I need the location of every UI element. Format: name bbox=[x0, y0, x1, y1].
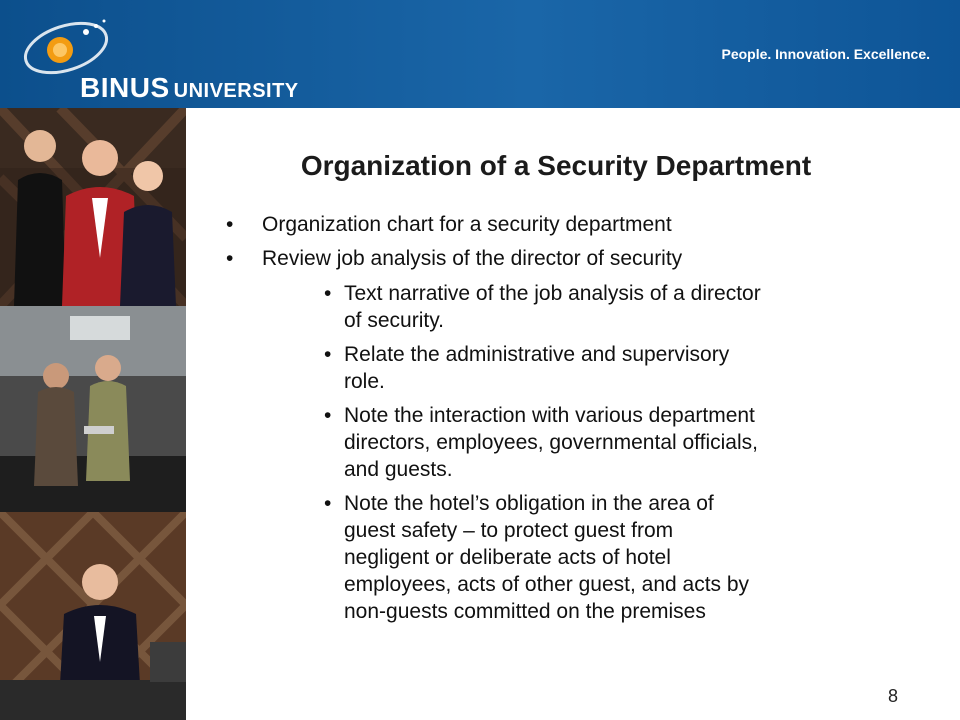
sub-bullet-glyph: • bbox=[324, 404, 332, 427]
bullet-glyph: • bbox=[226, 213, 234, 236]
sub-bullet-text: Relate the administrative and supervisory role. bbox=[344, 343, 730, 393]
sub-bullet-glyph: • bbox=[324, 492, 332, 515]
bullet-item bbox=[220, 246, 900, 272]
sub-bullet-glyph: • bbox=[324, 282, 332, 305]
photo-column bbox=[0, 108, 186, 720]
sub-bullet-text: Note the hotel’s obligation in the area of guest safety – to protect guest from negligent or deliberate acts of hotel employees, acts of other guest, and acts by non-guests committed on the premises bbox=[344, 492, 750, 623]
logo-text: BINUS bbox=[80, 72, 170, 103]
sub-bullet-group bbox=[220, 280, 900, 625]
header-band bbox=[0, 0, 960, 108]
sub-bullet-text: Text narrative of the job analysis of a director of security. bbox=[344, 282, 761, 332]
sub-bullet-text: Note the interaction with various department directors, employees, governmental officials, and guests. bbox=[344, 404, 758, 481]
bullet-text: Review job analysis of the director of security bbox=[262, 247, 683, 270]
page-number: 8 bbox=[888, 686, 899, 706]
logo-subtext: UNIVERSITY bbox=[173, 80, 299, 102]
sub-bullet-list bbox=[220, 280, 900, 625]
bullet-glyph: • bbox=[226, 247, 234, 270]
photo-front-desk bbox=[0, 512, 186, 720]
sub-bullet-item bbox=[220, 402, 764, 483]
sub-bullet-item bbox=[220, 490, 764, 625]
binus-logo bbox=[14, 10, 344, 103]
photo-staff-group bbox=[0, 108, 186, 306]
sub-bullet-item bbox=[220, 341, 764, 395]
sub-bullet-glyph: • bbox=[324, 343, 332, 366]
tagline: People. Innovation. Excellence. bbox=[721, 46, 930, 62]
bullet-item bbox=[220, 212, 900, 238]
bullet-text: Organization chart for a security department bbox=[262, 213, 672, 236]
bullet-list bbox=[220, 212, 900, 632]
photo-lobby-conversation bbox=[0, 306, 186, 512]
slide-title: Organization of a Security Department bbox=[300, 150, 812, 181]
logo-wordmark bbox=[80, 72, 299, 104]
sub-bullet-item bbox=[220, 280, 764, 334]
